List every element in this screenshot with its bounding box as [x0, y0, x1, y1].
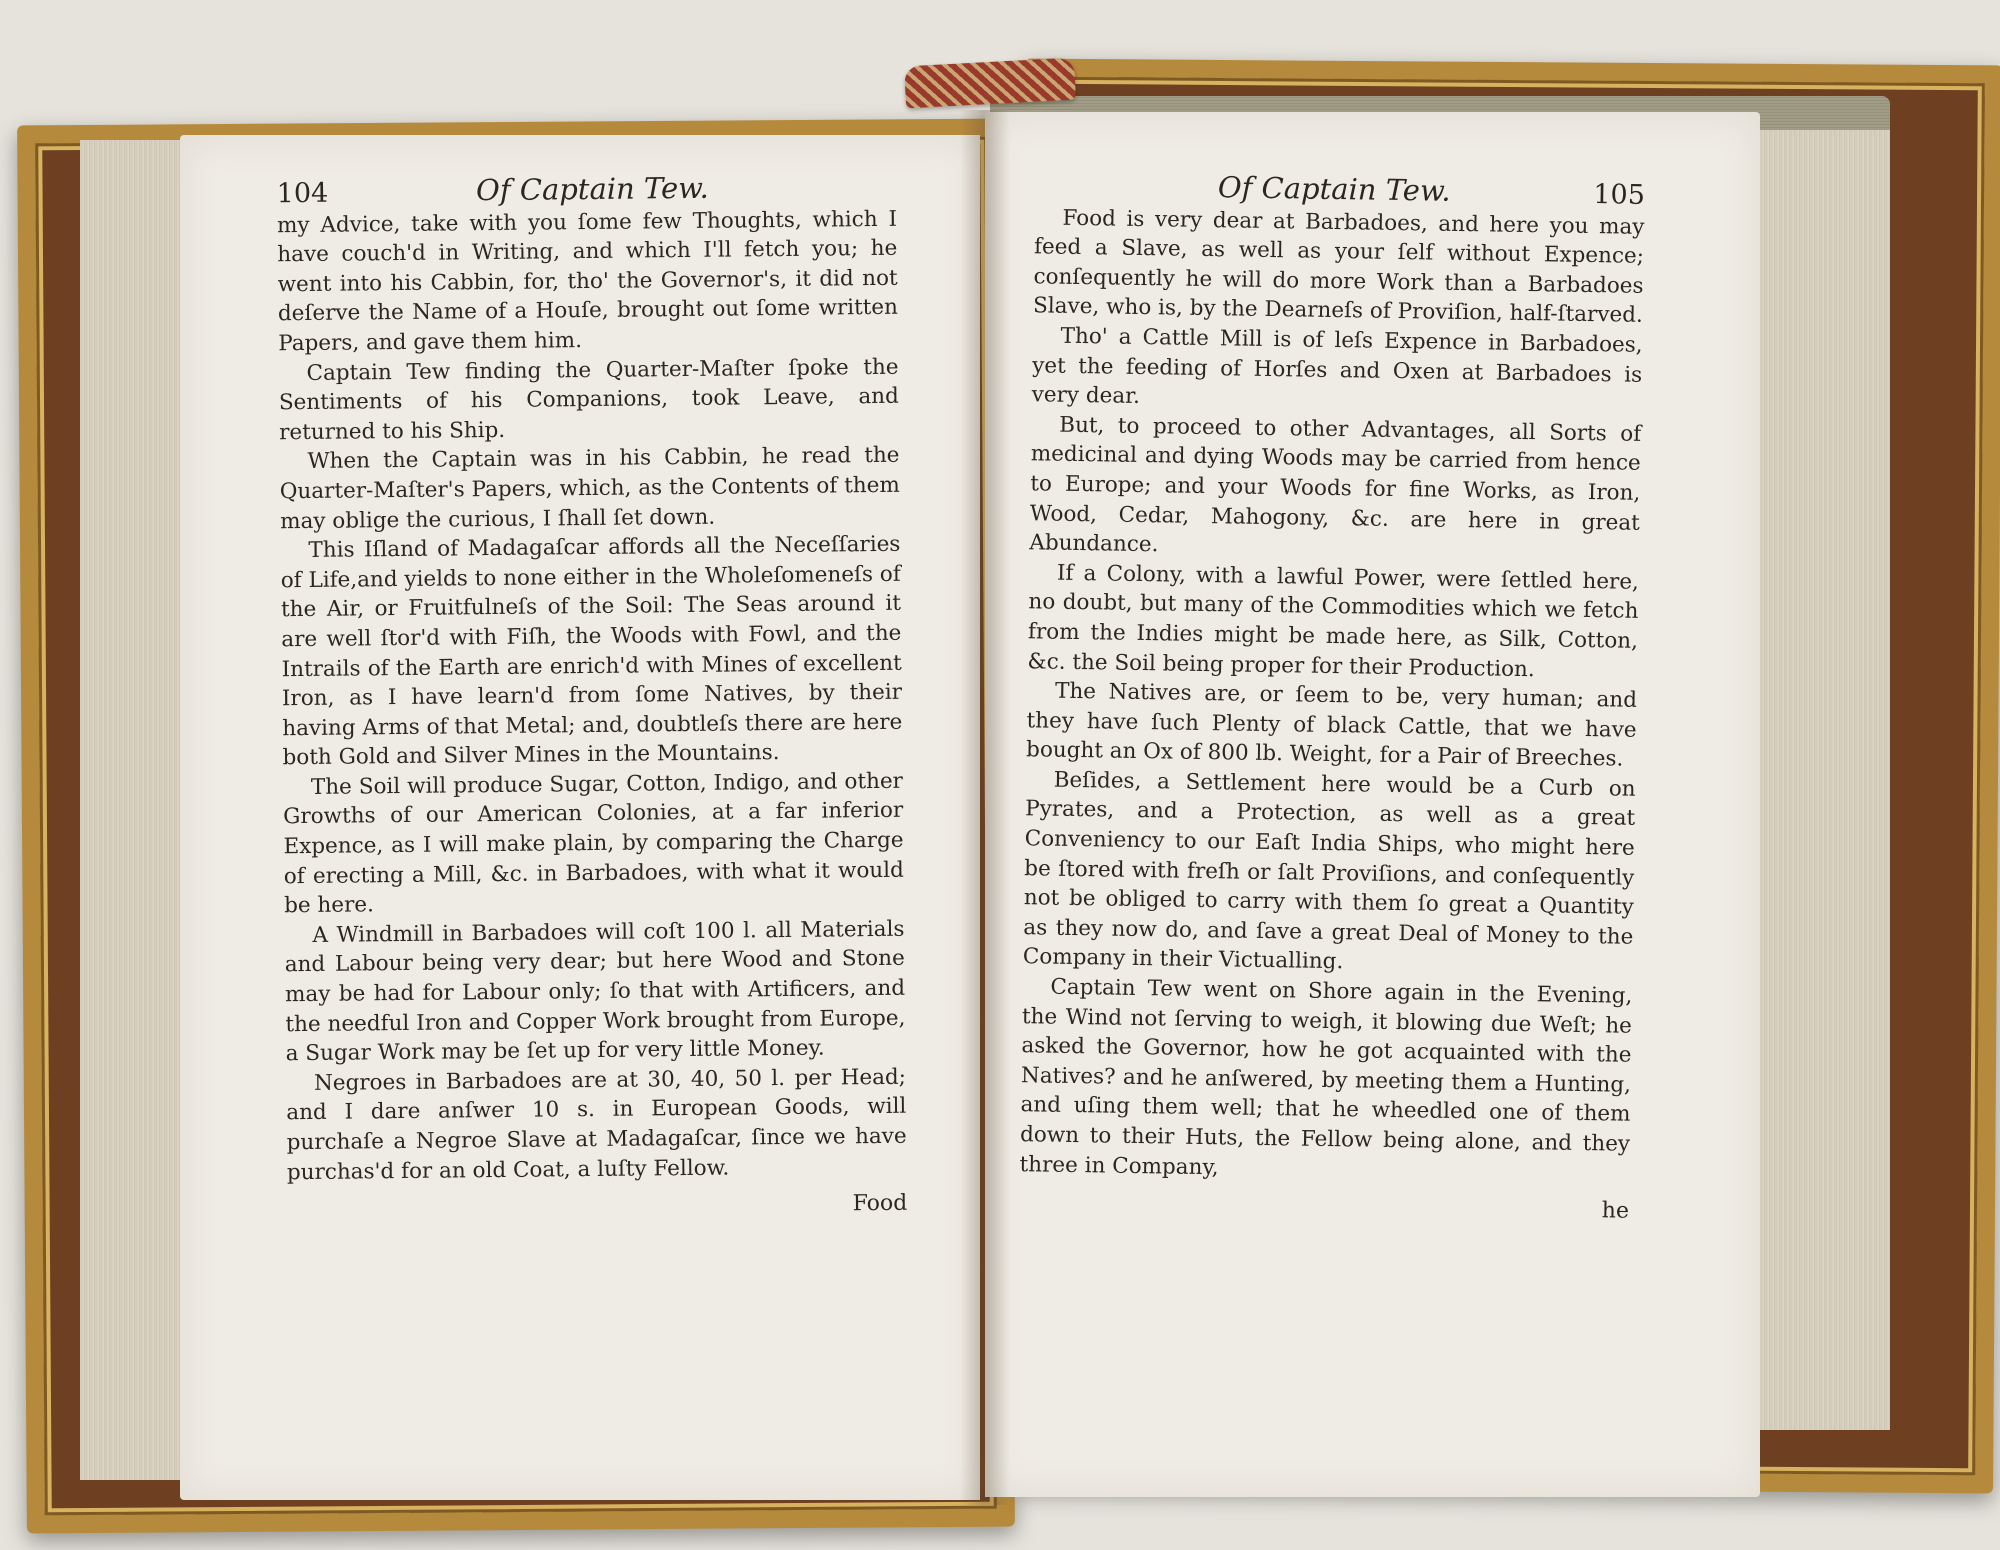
gutter-shadow: [960, 110, 1010, 1505]
left-paragraph: This Iſland of Madagaſcar affords all the Neceſſaries of Life,and yields to none either in the Wholeſomeneſs of the Air, or Fruitfulneſs of the Soil: The Seas around it are well ſtor'd with Fiſh, the Woods with Fowl, and the Intrails of the Earth are enrich'd with Mines of excellent Iron, as I have learn'd from ſome Natives, by their having Arms of that Metal; and, doubtleſs there are here both Gold and Silver Mines in the Mountains.: [280, 531, 903, 771]
right-page-number: 105: [1593, 179, 1646, 211]
left-catchword: Food: [852, 1190, 908, 1217]
right-catchword: he: [1601, 1198, 1630, 1224]
right-text-block: [1019, 170, 1645, 1226]
right-paragraph: But, to proceed to other Advantages, all Sorts of medicinal and dying Woods may be carried from hence to Europe; and your Woods for fine Works, as Iron, Wood, Cedar, Mahogony, &c. are here in great Abundance.: [1029, 412, 1642, 558]
left-running-head: Of Captain Tew.: [475, 170, 709, 208]
right-paragraph: Beſides, a Settlement here would be a Curb on Pyrates, and a Protection, as well as a great Conveniency to our Eaſt India Ships, who might here be ſtored with freſh or ſalt Proviſions, and conſequently not be obliged to carry with them ſo great a Quantity as they now do, and ſave a great Deal of Money to the Company in their Victualling.: [1022, 767, 1636, 975]
right-page-edges: [1740, 130, 1890, 1430]
left-page-number: 104: [276, 177, 329, 210]
left-page-edges: [80, 140, 190, 1480]
right-paragraph: If a Colony, with a lawful Power, were ſettled here, no doubt, but many of the Commodities which we fetch from the Indies might be made here, as Silk, Cotton, &c. the Soil being proper for their Production.: [1027, 560, 1640, 682]
left-paragraph: The Soil will produce Sugar, Cotton, Indigo, and other Growths of our American Colonies, at a far inferior Expence, as I will make plain, by comparing the Charge of erecting a Mill, &c. in Barbadoes, with what it would be here.: [283, 768, 904, 919]
ribbon-bookmark: [904, 58, 1076, 109]
right-paragraph: Tho' a Cattle Mill is of leſs Expence in Barbadoes, yet the feeding of Horſes and Oxen at Barbadoes is very dear.: [1031, 323, 1643, 410]
left-paragraph: my Advice, take with you ſome few Thoughts, which I have couch'd in Writing, and which I'll fetch you; he went into his Cabbin, for, tho' the Governor's, it did not deſerve the Name of a Houſe, brought out ſome written Papers, and gave them him.: [276, 206, 899, 357]
left-header: [277, 172, 897, 209]
left-paragraph: When the Captain was in his Cabbin, he read the Quarter-Maſter's Papers, which, as the Contents of them may oblige the curious, I ſhall ſet down.: [279, 443, 900, 534]
right-running-head: Of Captain Tew.: [1217, 170, 1451, 208]
left-paragraph: Captain Tew finding the Quarter-Maſter ſpoke the Sentiments of his Companions, took Leave, and returned to his Ship.: [278, 354, 899, 446]
left-text-block: [277, 172, 908, 1225]
right-paragraph: Captain Tew went on Shore again in the Evening, the Wind not ſerving to weigh, it blowing due Weſt; he asked the Governor, how he got acquainted with the Natives? and he anſwered, by meeting them a Hunting, and uſing them well; that he wheedled one of them down to their Huts, the Fellow being alone, and they three in Company,: [1019, 974, 1633, 1180]
right-paragraph: Food is very dear at Barbadoes, and here you may feed a Slave, as well as your ſelf without Expence; conſequently he will do more Work than a Barbadoes Slave, who is, by the Dearneſs of Proviſion, half-ſtarved.: [1032, 205, 1645, 329]
left-paragraph: A Windmill in Barbadoes will coſt 100 l. all Materials and Labour being very dear; but here Wood and Stone may be had for Labour only; ſo that with Artificers, and the needful Iron and Copper Work brought from Europe, a Sugar Work may be ſet up for very little Money.: [284, 916, 906, 1067]
right-paragraph: The Natives are, or ſeem to be, very human; and they have ſuch Plenty of black Cattle, that we have bought an Ox of 800 lb. Weight, for a Pair of Breeches.: [1025, 678, 1638, 772]
left-paragraph: Negroes in Barbadoes are at 30, 40, 50 l. per Head; and I dare anſwer 10 s. in European Goods, will purchaſe a Negroe Slave at Madagaſcar, ſince we have purchas'd for an old Coat, a luſty Fellow.: [286, 1064, 907, 1185]
